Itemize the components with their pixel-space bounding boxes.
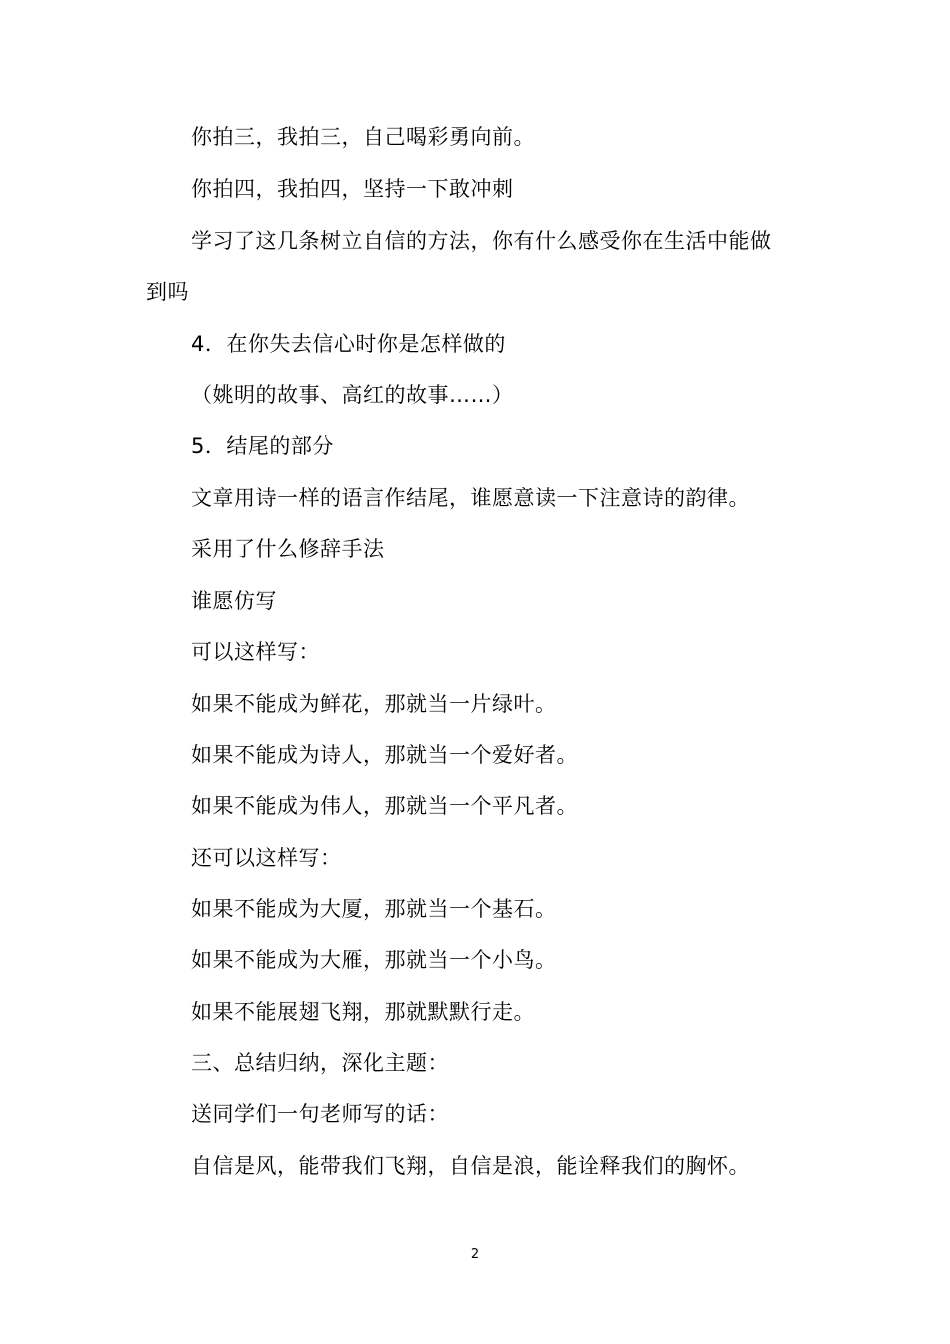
text-line: 三、总结归纳，深化主题：	[191, 1051, 449, 1075]
text-line: 可以这样写：	[191, 640, 320, 664]
text-line: 你拍三，我拍三，自己喝彩勇向前。	[191, 125, 535, 149]
text-line: 文章用诗一样的语言作结尾，谁愿意读一下注意诗的韵律。	[191, 486, 750, 510]
text-line: 4．在你失去信心时你是怎样做的	[191, 332, 506, 356]
text-line: 如果不能成为诗人，那就当一个爱好者。	[191, 743, 578, 767]
text-line: 5．结尾的部分	[191, 434, 334, 458]
text-line: 自信是风，能带我们飞翔，自信是浪，能诠释我们的胸怀。	[191, 1154, 750, 1178]
text-line: 学习了这几条树立自信的方法，你有什么感受你在生活中能做	[191, 229, 772, 253]
text-line: 采用了什么修辞手法	[191, 537, 385, 561]
text-line: 如果不能展翅飞翔，那就默默行走。	[191, 1000, 535, 1024]
text-line: 还可以这样写：	[191, 846, 342, 870]
text-line: 送同学们一句老师写的话：	[191, 1102, 449, 1126]
text-line: 到吗	[146, 280, 189, 304]
text-line: 如果不能成为鲜花，那就当一片绿叶。	[191, 692, 557, 716]
text-line: 谁愿仿写	[191, 589, 277, 613]
text-line: 你拍四，我拍四，坚持一下敢冲刺	[191, 177, 514, 201]
page-number: 2	[470, 1247, 480, 1262]
text-line: 如果不能成为大雁，那就当一个小鸟。	[191, 948, 557, 972]
text-line: （姚明的故事、高红的故事……）	[191, 383, 514, 407]
text-line: 如果不能成为伟人，那就当一个平凡者。	[191, 794, 578, 818]
text-line: 如果不能成为大厦，那就当一个基石。	[191, 897, 557, 921]
